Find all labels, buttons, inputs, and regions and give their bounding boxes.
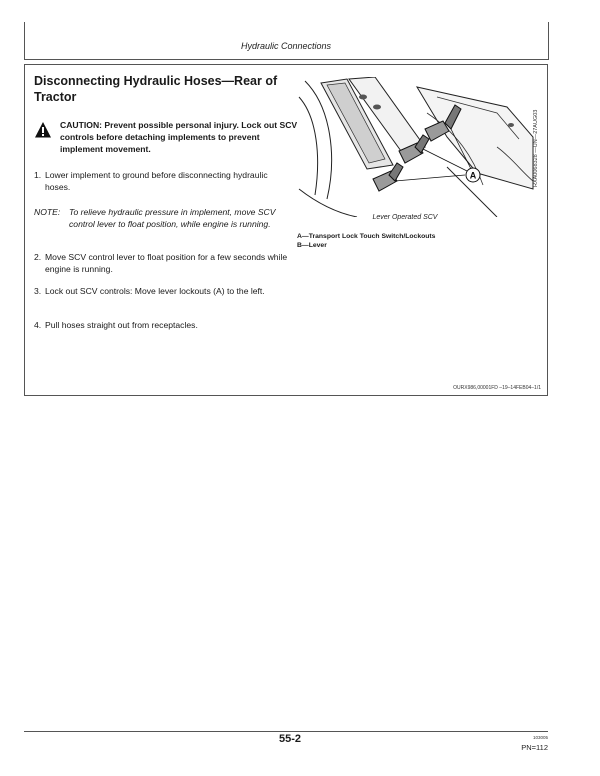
step-text: Lock out SCV controls: Move lever lockouts (A) to the left. xyxy=(45,286,265,296)
note-lead: NOTE: xyxy=(34,207,61,217)
page-number: 55-2 xyxy=(278,733,302,745)
page-rule-right xyxy=(548,22,549,60)
scv-lever-figure xyxy=(297,77,535,217)
step-number: 2. xyxy=(34,252,42,262)
step-text: Pull hoses straight out from receptacles. xyxy=(45,320,198,330)
step-number: 3. xyxy=(34,286,42,296)
caution-block xyxy=(34,119,304,163)
warning-triangle-icon xyxy=(34,121,52,139)
footer-pn: PN=112 xyxy=(521,743,548,752)
running-header: Hydraulic Connections xyxy=(24,41,548,60)
step-text: Move SCV control lever to float position for a few seconds while engine is running. xyxy=(45,252,288,274)
legend-item: B—Lever xyxy=(297,242,327,249)
figure-side-code: RXA0068328 —UN—27AUG03 xyxy=(533,109,539,187)
reference-code: OURX986,00001FD –19–14FEB04–1/1 xyxy=(453,385,541,391)
figure-caption: Lever Operated SCV xyxy=(372,214,438,221)
section-box xyxy=(24,64,548,396)
step-number: 4. xyxy=(34,320,42,330)
note-text: To relieve hydraulic pressure in implement, move SCV control lever to float position, while engine is running. xyxy=(69,207,276,229)
legend-item: A—Transport Lock Touch Switch/Lockouts xyxy=(297,233,436,240)
footer-rule xyxy=(24,731,548,732)
step-text: Lower implement to ground before disconnecting hydraulic hoses. xyxy=(45,170,268,192)
figure-legend xyxy=(297,232,497,250)
step-number: 1. xyxy=(34,170,42,180)
figure-callout-a: A xyxy=(469,170,477,181)
footer-small-code: 103005 xyxy=(532,735,548,740)
caution-text: CAUTION: Prevent possible personal injury. Lock out SCV controls before detaching implements to prevent implement movement. xyxy=(60,120,298,154)
section-title: Disconnecting Hydraulic Hoses—Rear of Tractor xyxy=(34,74,278,104)
